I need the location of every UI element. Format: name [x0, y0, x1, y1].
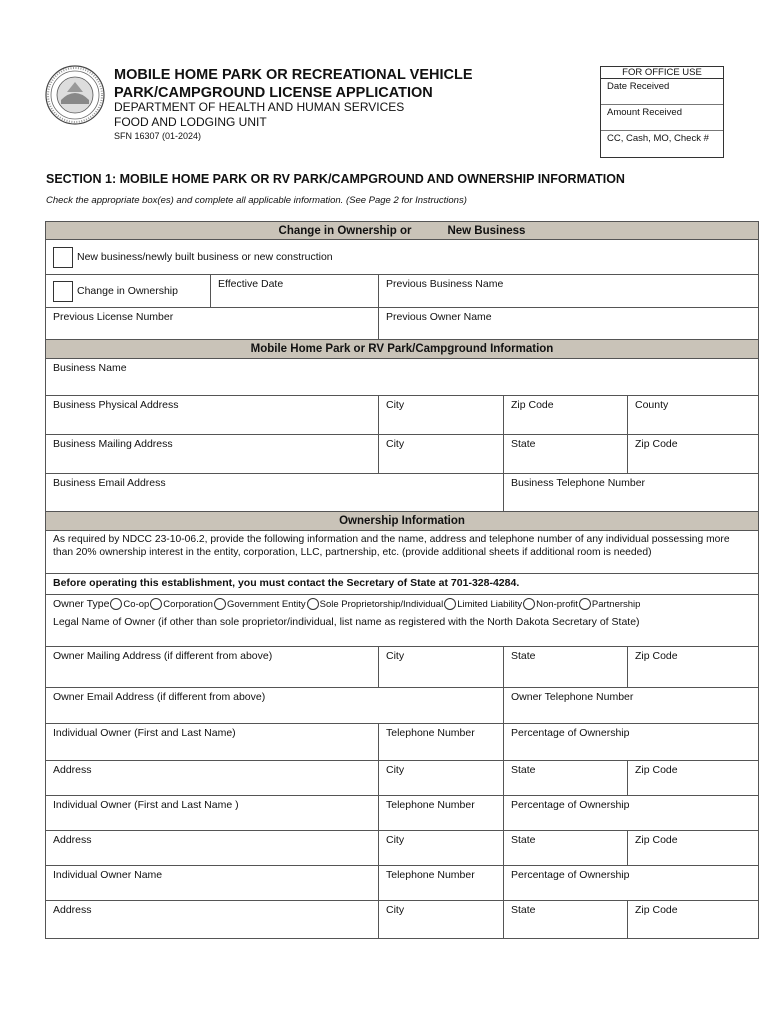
individual-owner-1-percentage-field[interactable]: Percentage of Ownership [511, 727, 630, 739]
individual-owner-1-state-field[interactable]: State [504, 761, 628, 795]
owner-zip-field[interactable]: Zip Code [635, 650, 678, 662]
office-use-heading: FOR OFFICE USE [601, 67, 723, 79]
individual-owner-3-zip-field[interactable]: Zip Code [635, 904, 678, 916]
section-title: SECTION 1: MOBILE HOME PARK OR RV PARK/CAMPGROUND AND OWNERSHIP INFORMATION [46, 172, 625, 186]
date-received-field[interactable]: Date Received [601, 79, 723, 105]
physical-address-field[interactable]: Business Physical Address [46, 396, 379, 434]
mailing-state-field[interactable]: State [504, 435, 628, 473]
department-name: DEPARTMENT OF HEALTH AND HUMAN SERVICES FOOD AND LODGING UNIT [114, 100, 405, 129]
individual-owner-1-zip-field[interactable]: Zip Code [635, 764, 678, 776]
individual-owner-3-address-field[interactable]: Address [46, 901, 379, 938]
business-email-field[interactable]: Business Email Address [46, 474, 504, 511]
individual-owner-2-city-field[interactable]: City [379, 831, 504, 865]
mailing-zip-field[interactable]: Zip Code [635, 438, 678, 450]
application-form [45, 221, 759, 939]
owner-type-nonprofit-label: Non-profit [536, 598, 578, 610]
band-new-business: New Business [447, 224, 526, 237]
previous-owner-name-field[interactable]: Previous Owner Name [386, 311, 492, 323]
owner-type-government-label: Government Entity [226, 598, 306, 610]
owner-type-label: Owner Type [53, 598, 110, 610]
previous-business-name-field[interactable]: Previous Business Name [386, 278, 504, 290]
individual-owner-2-zip-field[interactable]: Zip Code [635, 834, 678, 846]
physical-city-field[interactable]: City [379, 396, 504, 434]
county-field[interactable]: County [635, 399, 669, 411]
previous-license-number-field[interactable]: Previous License Number [46, 308, 379, 339]
owner-type-corporation-radio[interactable] [150, 598, 162, 610]
section-instructions: Check the appropriate box(es) and complete all applicable information. (See Page 2 for Instructions) [46, 195, 467, 206]
mailing-address-field[interactable]: Business Mailing Address [46, 435, 379, 473]
owner-type-corporation-label: Corporation [163, 598, 213, 610]
previous-info-row [45, 308, 759, 340]
legal-owner-name-field[interactable]: Legal Name of Owner (if other than sole proprietor/individual, list name as registered with the North Dakota Secretary of State) [53, 616, 640, 628]
office-use-box [600, 66, 724, 158]
payment-method-field[interactable]: CC, Cash, MO, Check # [607, 133, 709, 144]
owner-state-field[interactable]: State [504, 647, 628, 687]
individual-owner-1-address-field[interactable]: Address [46, 761, 379, 795]
owner-type-partnership-label: Partnership [591, 598, 641, 610]
ownership-band-title: Ownership Information [339, 515, 465, 527]
individual-owner-2-state-field[interactable]: State [504, 831, 628, 865]
change-ownership-row [45, 275, 759, 308]
change-ownership-band [45, 221, 759, 240]
business-telephone-field[interactable]: Business Telephone Number [511, 477, 646, 489]
owner-type-government-radio[interactable] [214, 598, 226, 610]
individual-owner-3-city-field[interactable]: City [379, 901, 504, 938]
park-info-band [45, 340, 759, 359]
owner-email-field[interactable]: Owner Email Address (if different from above) [46, 688, 504, 723]
individual-owner-3-state-field[interactable]: State [504, 901, 628, 938]
effective-date-field[interactable]: Effective Date [211, 275, 379, 307]
owner-type-sole-proprietor-radio[interactable] [307, 598, 319, 610]
individual-owner-1-name-field[interactable]: Individual Owner (First and Last Name) [46, 724, 379, 760]
owner-mailing-address-field[interactable]: Owner Mailing Address (if different from above) [46, 647, 379, 687]
individual-owner-1-city-field[interactable]: City [379, 761, 504, 795]
new-business-checkbox[interactable] [53, 247, 73, 268]
owner-type-coop-label: Co-op [123, 598, 150, 610]
state-seal-icon [45, 64, 105, 126]
individual-owner-2-name-field[interactable]: Individual Owner (First and Last Name ) [46, 796, 379, 830]
ownership-band [45, 512, 759, 531]
owner-telephone-field[interactable]: Owner Telephone Number [511, 691, 634, 703]
ownership-requirement-text: As required by NDCC 23-10-06.2, provide the following information and the name, address and telephone number of any individual possessing more than 20% ownership interest in the entity, corporation, LLC, partnership, etc. (provide additional sheets if additional room is needed) [53, 534, 730, 558]
individual-owner-2-address-field[interactable]: Address [46, 831, 379, 865]
individual-owner-2-percentage-field[interactable]: Percentage of Ownership [511, 799, 630, 811]
owner-type-nonprofit-radio[interactable] [523, 598, 535, 610]
owner-type-row [45, 595, 759, 613]
form-title: MOBILE HOME PARK OR RECREATIONAL VEHICLE PARK/CAMPGROUND LICENSE APPLICATION [114, 67, 473, 101]
physical-zip-field[interactable]: Zip Code [504, 396, 628, 434]
amount-received-field[interactable]: Amount Received [601, 105, 723, 131]
form-number: SFN 16307 (01-2024) [114, 131, 202, 141]
new-business-row [45, 240, 759, 275]
mailing-city-field[interactable]: City [379, 435, 504, 473]
secretary-of-state-notice: Before operating this establishment, you must contact the Secretary of State at 701-328-4284. [53, 577, 520, 589]
change-ownership-label: Change in Ownership [77, 284, 178, 297]
owner-type-sole-proprietor-label: Sole Proprietorship/Individual [319, 598, 444, 610]
individual-owner-3-name-field[interactable]: Individual Owner Name [46, 866, 379, 900]
individual-owner-3-telephone-field[interactable]: Telephone Number [379, 866, 504, 900]
individual-owner-2-telephone-field[interactable]: Telephone Number [379, 796, 504, 830]
owner-type-llc-radio[interactable] [444, 598, 456, 610]
owner-city-field[interactable]: City [379, 647, 504, 687]
individual-owner-1-telephone-field[interactable]: Telephone Number [379, 724, 504, 760]
new-business-label: New business/newly built business or new construction [77, 250, 333, 263]
park-info-band-title: Mobile Home Park or RV Park/Campground Information [250, 343, 554, 355]
owner-type-llc-label: Limited Liability [457, 598, 523, 610]
owner-type-coop-radio[interactable] [110, 598, 122, 610]
change-ownership-checkbox[interactable] [53, 281, 73, 302]
band-change-ownership: Change in Ownership or [278, 224, 412, 237]
individual-owner-3-percentage-field[interactable]: Percentage of Ownership [511, 869, 630, 881]
business-name-field[interactable]: Business Name [53, 362, 127, 374]
owner-type-partnership-radio[interactable] [579, 598, 591, 610]
